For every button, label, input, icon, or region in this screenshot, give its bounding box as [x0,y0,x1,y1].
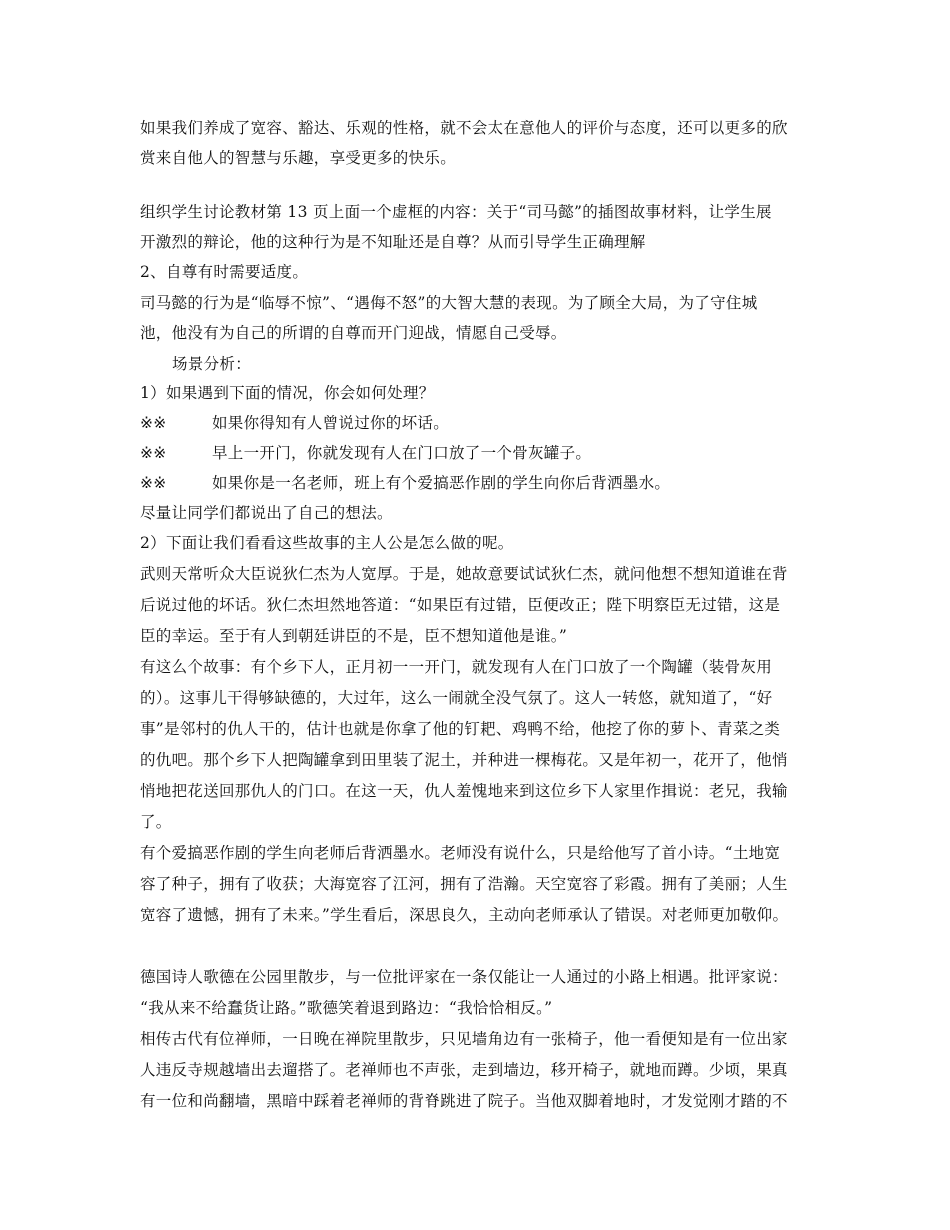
paragraph-line: 人违反寺规越墙出去遛搭了。老禅师也不声张，走到墙边，移开椅子，就地而蹲。少顷，果真 [140,1061,788,1079]
paragraph-line: 池，他没有为自己的所谓的自尊而开门迎战，情愿自己受辱。 [140,324,567,342]
paragraph-line: 司马懿的行为是“临辱不惊”、“遇侮不怒”的大智大慧的表现。为了顾全大局，为了守住城 [140,294,758,312]
bullet-text: 早上一开门，你就发现有人在门口放了一个骨灰罐子。 [212,444,592,462]
bullet-mark: ※※ [140,474,167,492]
paragraph-line: 武则天常听众大臣说狄仁杰为人宽厚。于是，她故意要试试狄仁杰，就问他想不想知道谁在背 [140,565,788,583]
paragraph-line: 事”是邻村的仇人干的，估计也就是你拿了他的钉耙、鸡鸭不给，他挖了你的萝卜、青菜之类 [140,720,781,738]
paragraph-line: 有一位和尚翻墙，黑暗中踩着老禅师的背脊跳进了院子。当他双脚着地时，才发觉刚才踏的不 [140,1092,788,1110]
section-heading: 2、自尊有时需要适度。 [140,263,309,281]
bullet-item [140,413,449,433]
paragraph-line: 了。 [140,813,172,831]
paragraph-line: 容了种子，拥有了收获；大海宽容了江河，拥有了浩瀚。天空宽容了彩霞。拥有了美丽；人生 [140,875,788,893]
bullet-text: 如果你得知有人曾说过你的坏话。 [212,414,450,432]
paragraph-line: 德国诗人歌德在公园里散步，与一位批评家在一条仅能让一人通过的小路上相遇。批评家说： [140,968,788,986]
paragraph-line: “我从来不给蠢货让路。”歌德笑着退到路边：“我恰恰相反。” [140,999,553,1017]
paragraph-line: 悄地把花送回那仇人的门口。在这一天，仇人羞愧地来到这位乡下人家里作揖说：老兄，我输 [140,782,788,800]
paragraph-line: 组织学生讨论教材第 13 页上面一个虚框的内容：关于“司马懿”的插图故事材料，让学生展 [140,203,772,221]
bullet-item [140,473,670,493]
paragraph-line: 开激烈的辩论，他的这种行为是不知耻还是自尊？从而引导学生正确理解 [140,233,646,251]
paragraph-line: 有个爱搞恶作剧的学生向老师后背洒墨水。老师没有说什么，只是给他写了首小诗。“土地宽 [140,844,781,862]
bullet-mark: ※※ [140,414,167,432]
paragraph-line: 有这么个故事：有个乡下人，正月初一一开门，就发现有人在门口放了一个陶罐（装骨灰用 [140,658,773,676]
bullet-text: 如果你是一名老师，班上有个爱搞恶作剧的学生向你后背洒墨水。 [212,474,671,492]
scene-title: 场景分析： [172,355,252,373]
paragraph-line: 尽量让同学们都说出了自己的想法。 [140,504,393,522]
bullet-item [140,443,591,463]
paragraph-line: 的仇吧。那个乡下人把陶罐拿到田里装了泥土，并种进一棵梅花。又是年初一，花开了，他悄 [140,751,788,769]
paragraph-line: 赏来自他人的智慧与乐趣，享受更多的快乐。 [140,149,457,167]
question-heading: 1）如果遇到下面的情况，你会如何处理？ [140,384,435,402]
paragraph-line: 的）。这事儿干得够缺德的，大过年，这么一闹就全没气氛了。这人一转悠，就知道了，“好 [140,689,773,707]
bullet-mark: ※※ [140,444,167,462]
paragraph-line: 相传古代有位禅师，一日晚在禅院里散步，只见墙角边有一张椅子，他一看便知是有一位出家 [140,1030,788,1048]
paragraph-line: 后说过他的坏话。狄仁杰坦然地答道：“如果臣有过错，臣便改正；陛下明察臣无过错，这是 [140,596,781,614]
paragraph-line: 臣的幸运。至于有人到朝廷讲臣的不是，臣不想知道他是谁。” [140,627,568,645]
paragraph-line: 宽容了遗憾，拥有了未来。”学生看后，深思良久，主动向老师承认了错误。对老师更加敬仰。 [140,906,789,924]
paragraph-line: 如果我们养成了宽容、豁达、乐观的性格，就不会太在意他人的评价与态度，还可以更多的欣 [140,119,788,137]
question-heading: 2）下面让我们看看这些故事的主人公是怎么做的呢。 [140,534,514,552]
